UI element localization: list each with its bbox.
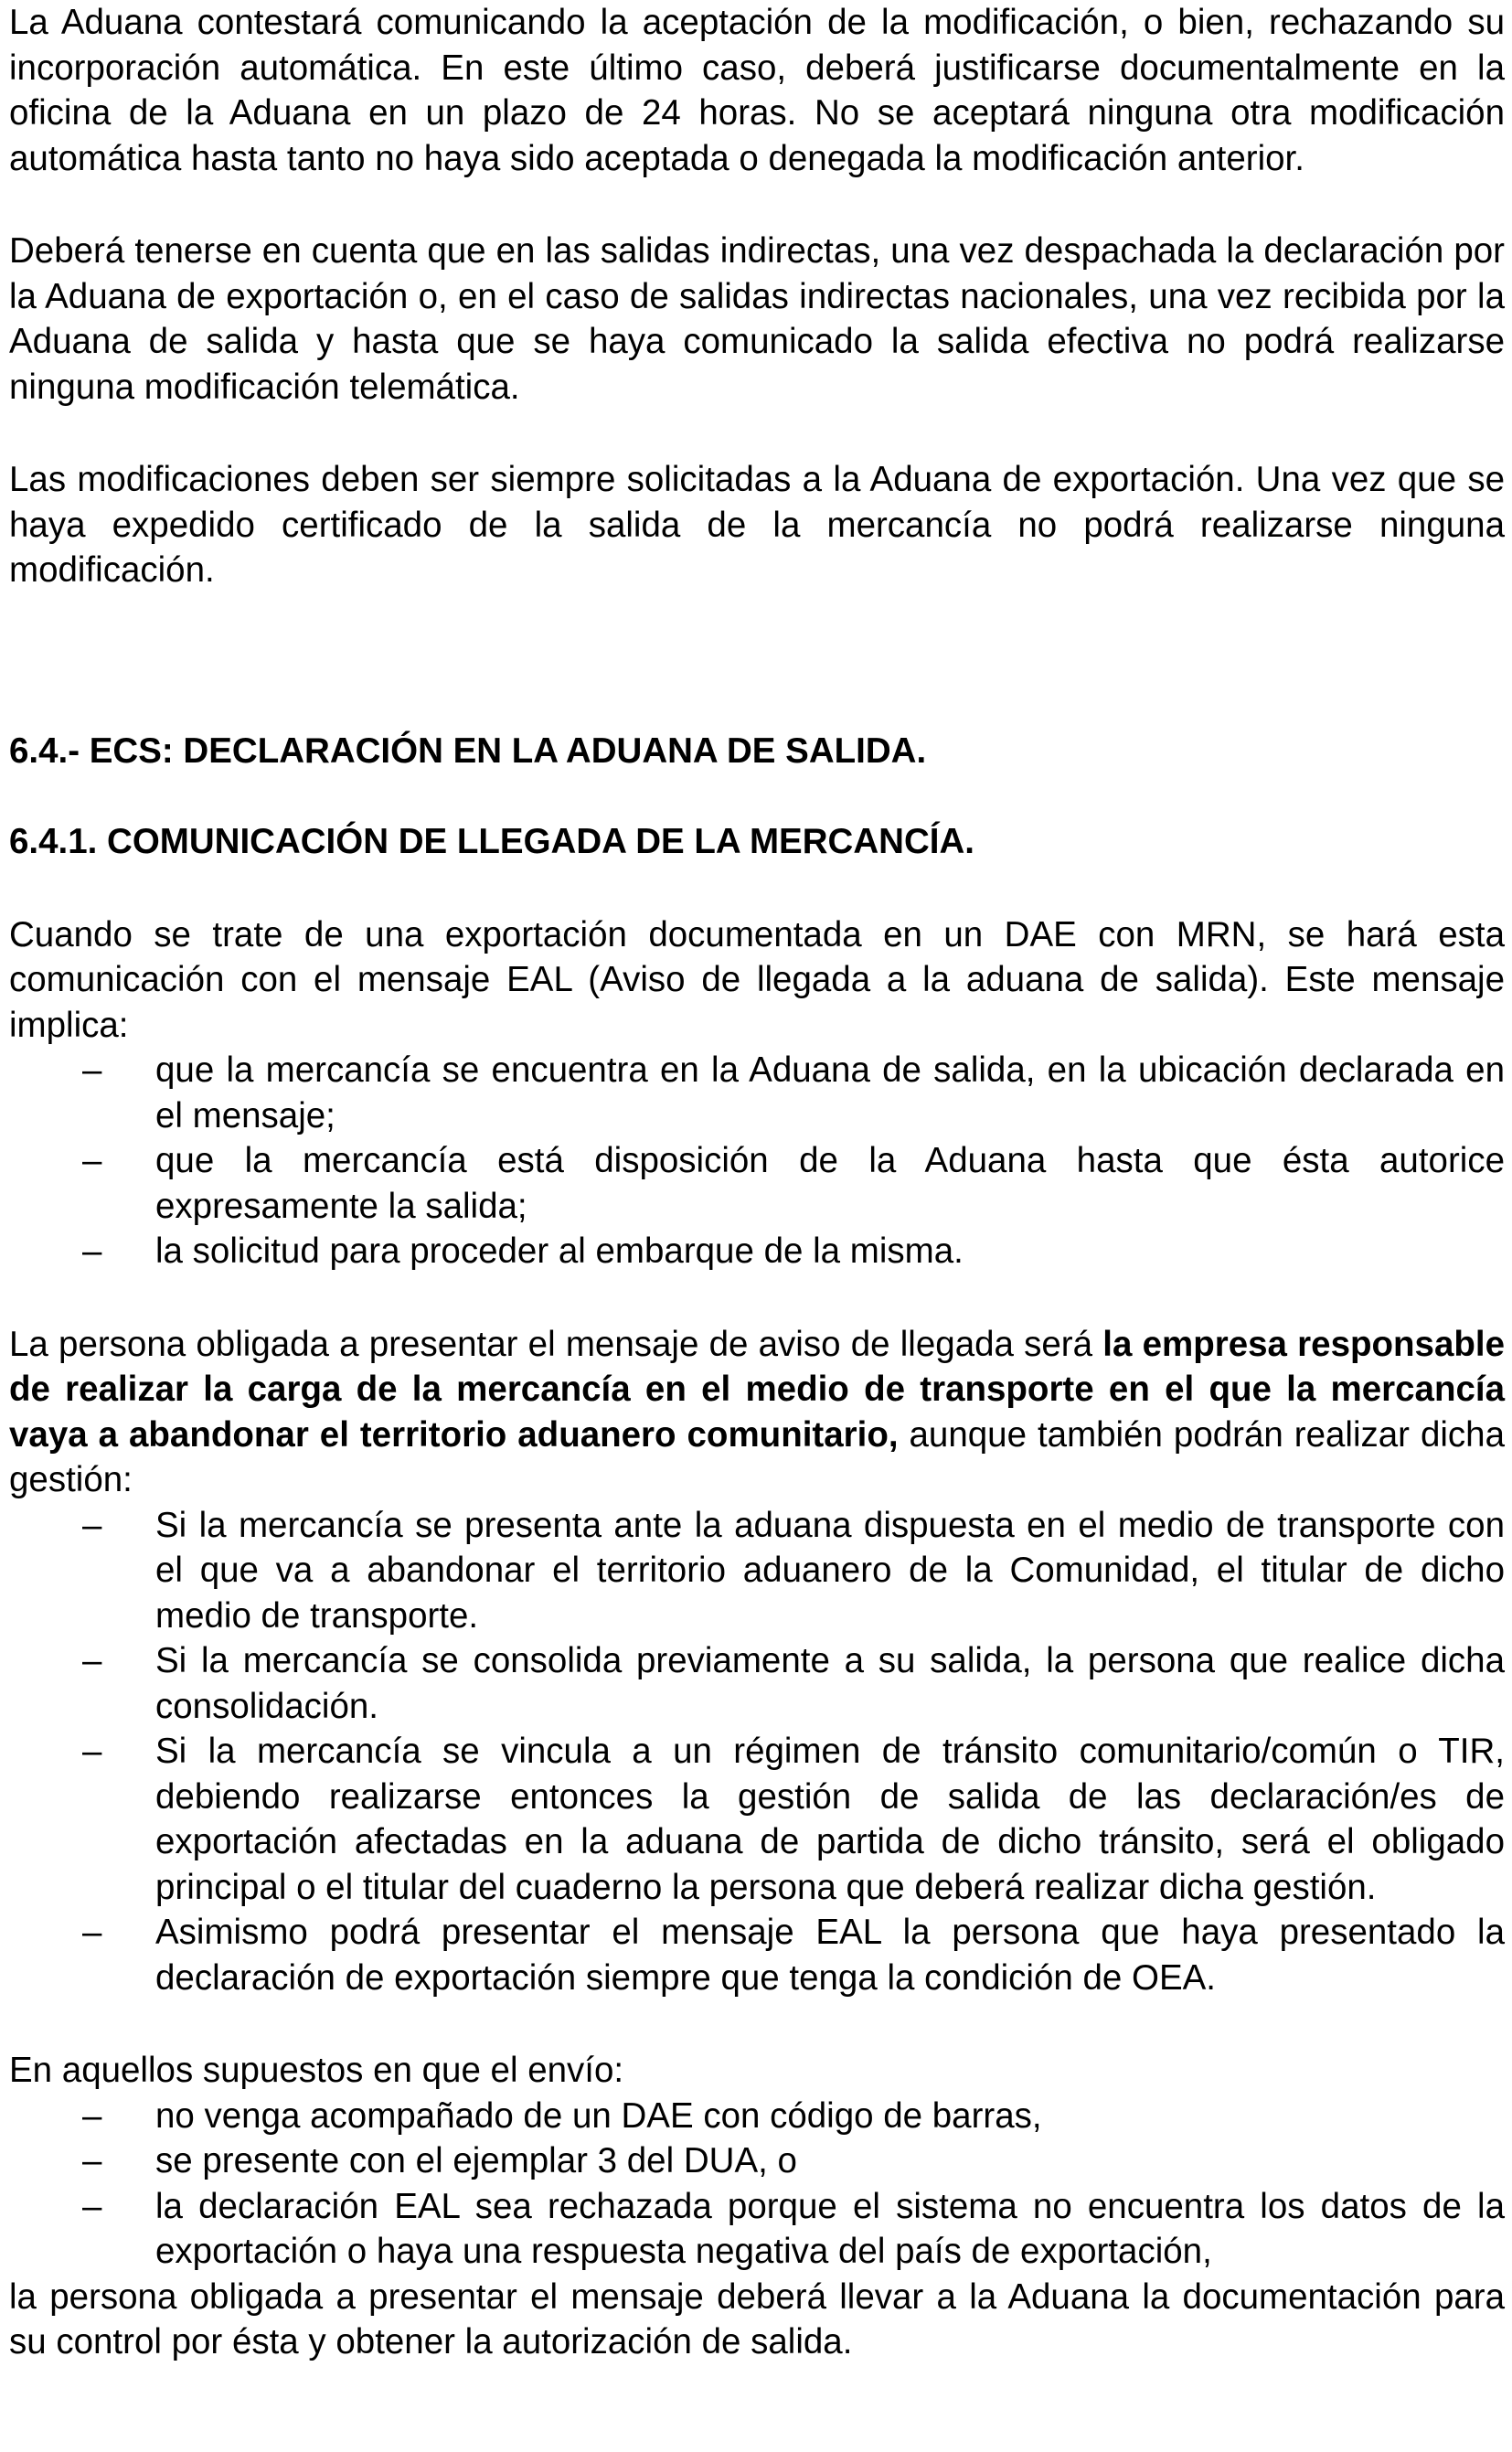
dash-bullet: –: [82, 2095, 102, 2136]
dash-bullet: –: [82, 1050, 102, 1090]
implications-list: [9, 1048, 1505, 1274]
list-item: – Asimismo podrá presentar el mensaje EAL la persona que haya presentado la declaración de exportación siempre que tenga la condición de OEA.: [9, 1910, 1505, 2000]
paragraph-modification-response: La Aduana contestará comunicando la aceptación de la modificación, o bien, rechazando su incorporación automática. En este último caso, deberá justificarse documentalmente en la oficina de la Aduana en un plazo de 24 horas. No se aceptará ninguna otra modificación automática hasta tanto no haya sido aceptada o denegada la modificación anterior.: [9, 3, 1505, 178]
list-item: – Si la mercancía se presenta ante la aduana dispuesta en el medio de transporte con el que va a abandonar el territorio aduanero de la Comunidad, el titular de dicho medio de transporte.: [9, 1503, 1505, 1639]
cases-list: [9, 2094, 1505, 2275]
paragraph-closing: la persona obligada a presentar el mensaje deberá llevar a la Aduana la documentación para su control por ésta y obtener la autorización de salida.: [9, 2276, 1505, 2361]
paragraph-eal-intro: Cuando se trate de una exportación documentada en un DAE con MRN, se hará esta comunicación con el mensaje EAL (Aviso de llegada a la aduana de salida). Este mensaje implica:: [9, 914, 1505, 1045]
list-item: – no venga acompañado de un DAE con código de barras,: [9, 2094, 1505, 2139]
paragraph-modification-requests: Las modificaciones deben ser siempre solicitadas a la Aduana de exportación. Una vez que se haya expedido certificado de la salida de la mercancía no podrá realizarse ninguna modificación.: [9, 460, 1505, 590]
paragraph-obligated-person: La persona obligada a presentar el mensaje de aviso de llegada será la empresa responsable de realizar la carga de la mercancía en el medio de transporte en el que la mercancía vaya a abandonar el territorio aduanero comunitario, aunque también podrán realizar dicha gestión:: [9, 1324, 1506, 1499]
alternatives-list: [9, 1503, 1505, 2001]
dash-bullet: –: [82, 1732, 102, 1771]
list-item: – que la mercancía está disposición de la Aduana hasta que ésta autorice expresamente la salida;: [9, 1138, 1505, 1229]
paragraph-cases-intro: En aquellos supuestos en que el envío:: [9, 2051, 624, 2090]
dash-bullet: –: [82, 2186, 102, 2226]
list-item: – se presente con el ejemplar 3 del DUA, o: [9, 2138, 1505, 2184]
list-item: – Si la mercancía se consolida previamente a su salida, la persona que realice dicha consolidación.: [9, 1638, 1505, 1729]
paragraph-indirect-exits: Deberá tenerse en cuenta que en las salidas indirectas, una vez despachada la declaración por la Aduana de exportación o, en el caso de salidas indirectas nacionales, una vez recibida por la Aduana de salida y hasta que se haya comunicado la salida efectiva no podrá realizarse ninguna modificación telemática.: [9, 231, 1505, 407]
dash-bullet: –: [82, 1641, 102, 1680]
section-heading: 6.4.- ECS: DECLARACIÓN EN LA ADUANA DE SALIDA.: [9, 730, 927, 771]
dash-bullet: –: [82, 2141, 102, 2180]
list-item: – la solicitud para proceder al embarque de la misma.: [9, 1229, 1505, 1274]
list-item: – Si la mercancía se vincula a un régimen de tránsito comunitario/común o TIR, debiendo realizarse entonces la gestión de salida de las declaración/es de exportación afectadas en la aduana de partida de dicho tránsito, será el obligado principal o el titular del cuaderno la persona que deberá realizar dicha gestión.: [9, 1729, 1505, 1910]
list-item: – que la mercancía se encuentra en la Aduana de salida, en la ubicación declarada en el mensaje;: [9, 1048, 1505, 1138]
dash-bullet: –: [82, 1505, 102, 1545]
dash-bullet: –: [82, 1141, 102, 1180]
subsection-heading: 6.4.1. COMUNICACIÓN DE LLEGADA DE LA MERCANCÍA.: [9, 822, 974, 861]
dash-bullet: –: [82, 1231, 102, 1271]
document-page: [9, 0, 1505, 2365]
dash-bullet: –: [82, 1913, 102, 1952]
obligated-party-emphasis: la empresa responsable de realizar la carga de la mercancía en el medio de transporte en el que la mercancía vaya a abandonar el territorio aduanero comunitario,: [9, 1324, 1505, 1455]
list-item: – la declaración EAL sea rechazada porque el sistema no encuentra los datos de la exportación o haya una respuesta negativa del país de exportación,: [9, 2184, 1505, 2275]
